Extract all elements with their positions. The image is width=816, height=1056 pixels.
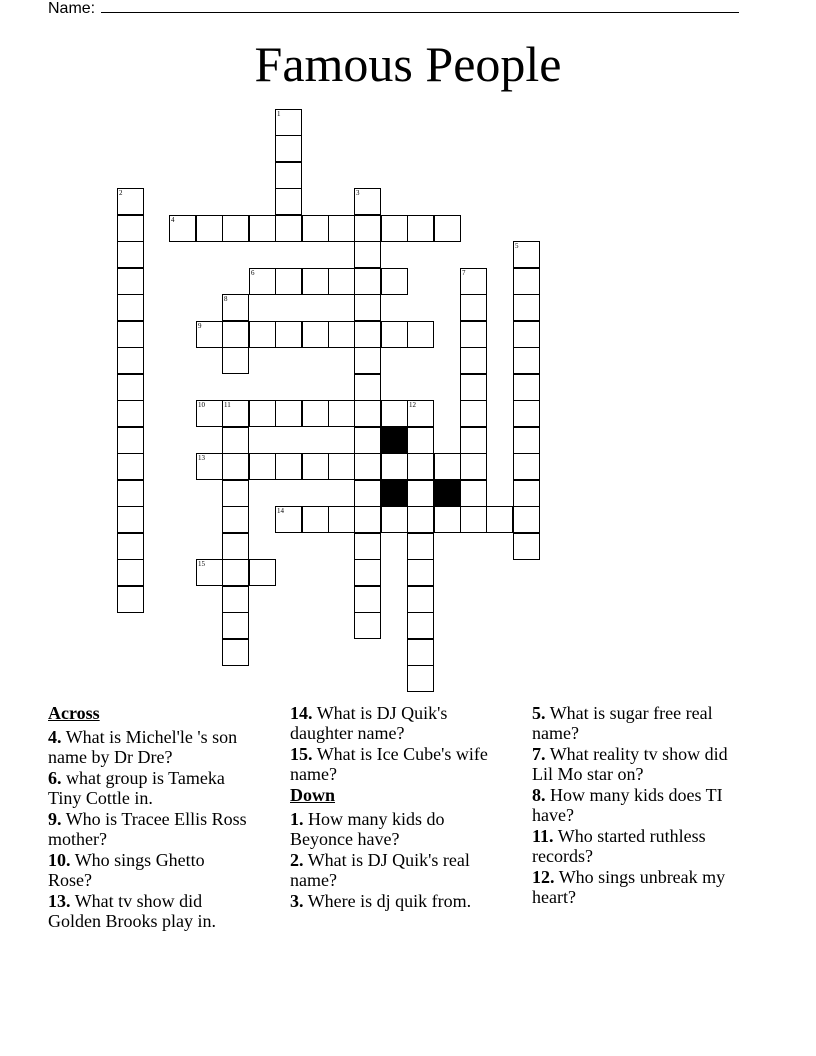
grid-cell[interactable] [222,612,249,639]
grid-cell[interactable] [328,321,355,348]
grid-cell[interactable] [196,321,223,348]
grid-cell[interactable] [460,268,487,295]
clue-text: What is Ice Cube's wife name? [290,744,488,784]
grid-cell[interactable] [513,294,540,321]
grid-cell[interactable] [222,453,249,480]
clue-number: 10 [198,401,205,409]
clue-num: 9. [48,809,62,829]
grid-cell[interactable] [354,268,381,295]
grid-cell[interactable] [407,215,434,242]
clue-number: 4 [171,216,175,224]
grid-cell[interactable] [354,347,381,374]
grid-cell[interactable] [222,347,249,374]
clue-text: Who sings Ghetto Rose? [48,850,205,890]
grid-cell[interactable] [222,480,249,507]
grid-cell[interactable] [117,480,144,507]
clue-num: 11. [532,826,554,846]
grid-cell[interactable] [275,135,302,162]
clue-number: 6 [251,269,255,277]
clue-number: 11 [224,401,231,409]
grid-cell[interactable] [513,400,540,427]
grid-cell[interactable] [513,347,540,374]
clue-number: 12 [409,401,416,409]
grid-cell[interactable] [513,453,540,480]
grid-cell[interactable] [117,268,144,295]
grid-cell[interactable] [407,612,434,639]
grid-cell[interactable] [354,533,381,560]
clue-text: Who is Tracee Ellis Ross mother? [48,809,247,849]
grid-cell[interactable] [222,533,249,560]
grid-cell[interactable] [275,215,302,242]
grid-cell[interactable] [222,294,249,321]
grid-cell[interactable] [222,586,249,613]
grid-cell[interactable] [222,559,249,586]
black-square [434,480,461,507]
grid-cell[interactable] [381,268,408,295]
grid-cell[interactable] [434,215,461,242]
clue-text: What is Michel'le 's son name by Dr Dre? [48,727,238,767]
grid-cell[interactable] [460,453,487,480]
grid-cell[interactable] [117,533,144,560]
grid-cell[interactable] [117,294,144,321]
grid-cell[interactable] [117,215,144,242]
grid-cell[interactable] [249,268,276,295]
grid-cell[interactable] [249,400,276,427]
black-square [381,427,408,454]
clue-text: What is sugar free real name? [532,703,713,743]
clue-num: 4. [48,727,62,747]
grid-cell[interactable] [117,506,144,533]
grid-cell[interactable] [117,586,144,613]
grid-cell[interactable] [434,453,461,480]
grid-cell[interactable] [117,241,144,268]
clue-number: 2 [119,189,123,197]
grid-cell[interactable] [513,374,540,401]
name-label: Name: [48,0,96,17]
grid-cell[interactable] [434,506,461,533]
grid-cell[interactable] [407,506,434,533]
grid-cell[interactable] [249,559,276,586]
clue-num: 12. [532,867,555,887]
grid-cell[interactable] [354,506,381,533]
grid-cell[interactable] [354,374,381,401]
grid-cell[interactable] [117,400,144,427]
grid-cell[interactable] [328,506,355,533]
black-square [381,480,408,507]
down-clue [532,703,737,743]
grid-cell[interactable] [222,400,249,427]
across-clue [290,744,495,784]
clue-column-2 [290,703,495,912]
grid-cell[interactable] [328,400,355,427]
grid-cell[interactable] [460,321,487,348]
grid-cell[interactable] [302,453,329,480]
grid-cell[interactable] [275,453,302,480]
clue-num: 10. [48,850,71,870]
grid-cell[interactable] [460,400,487,427]
grid-cell[interactable] [275,506,302,533]
clue-num: 5. [532,703,546,723]
across-clue [290,703,495,743]
grid-cell[interactable] [117,427,144,454]
clue-text: what group is Tameka Tiny Cottle in. [48,768,225,808]
across-clue [48,768,253,808]
grid-cell[interactable] [460,374,487,401]
grid-cell[interactable] [354,215,381,242]
clue-num: 3. [290,891,304,911]
grid-cell[interactable] [117,321,144,348]
grid-cell[interactable] [302,215,329,242]
grid-cell[interactable] [354,453,381,480]
grid-cell[interactable] [513,506,540,533]
clue-number: 5 [515,242,519,250]
grid-cell[interactable] [275,400,302,427]
grid-cell[interactable] [407,321,434,348]
clue-number: 13 [198,454,205,462]
across-clue [48,809,253,849]
grid-cell[interactable] [302,321,329,348]
grid-cell[interactable] [407,639,434,666]
grid-cell[interactable] [381,400,408,427]
clue-column-3 [532,703,737,908]
grid-cell[interactable] [381,321,408,348]
grid-cell[interactable] [354,188,381,215]
grid-cell[interactable] [354,612,381,639]
grid-cell[interactable] [117,347,144,374]
grid-cell[interactable] [328,453,355,480]
grid-cell[interactable] [407,559,434,586]
clue-text: What tv show did Golden Brooks play in. [48,891,216,931]
grid-cell[interactable] [354,241,381,268]
grid-cell[interactable] [196,215,223,242]
grid-cell[interactable] [117,374,144,401]
grid-cell[interactable] [302,400,329,427]
down-clue [532,826,737,866]
grid-cell[interactable] [222,506,249,533]
clue-num: 15. [290,744,313,764]
across-clue [48,891,253,931]
grid-cell[interactable] [354,586,381,613]
grid-cell[interactable] [460,347,487,374]
clue-column-1 [48,703,253,932]
across-heading: Across [48,703,100,723]
grid-cell[interactable] [354,400,381,427]
grid-cell[interactable] [460,294,487,321]
grid-cell[interactable] [354,480,381,507]
page-title: Famous People [254,36,562,92]
grid-cell[interactable] [407,533,434,560]
clue-text: What reality tv show did Lil Mo star on? [532,744,728,784]
grid-cell[interactable] [222,321,249,348]
clue-num: 8. [532,785,546,805]
down-clue [290,850,495,890]
clue-num: 6. [48,768,62,788]
clue-text: What is DJ Quik's daughter name? [290,703,448,743]
across-clue [48,850,253,890]
grid-cell[interactable] [249,321,276,348]
clue-num: 14. [290,703,313,723]
grid-cell[interactable] [460,480,487,507]
down-clue [532,867,737,907]
clue-text: What is DJ Quik's real name? [290,850,470,890]
grid-cell[interactable] [275,321,302,348]
clue-number: 3 [356,189,360,197]
grid-cell[interactable] [407,427,434,454]
down-clue [290,891,495,911]
clue-num: 1. [290,809,304,829]
grid-cell[interactable] [275,268,302,295]
clue-text: Who sings unbreak my heart? [532,867,726,907]
grid-cell[interactable] [354,294,381,321]
grid-cell[interactable] [302,506,329,533]
grid-cell[interactable] [513,480,540,507]
grid-cell[interactable] [275,109,302,136]
grid-cell[interactable] [302,268,329,295]
down-clue [532,744,737,784]
down-heading: Down [290,785,336,805]
clue-num: 13. [48,891,71,911]
clue-num: 7. [532,744,546,764]
grid-cell[interactable] [196,559,223,586]
clue-number: 8 [224,295,228,303]
grid-cell[interactable] [381,453,408,480]
down-clue [290,809,495,849]
clue-number: 9 [198,322,202,330]
grid-cell[interactable] [460,427,487,454]
grid-cell[interactable] [117,559,144,586]
grid-cell[interactable] [222,427,249,454]
grid-cell[interactable] [354,559,381,586]
grid-cell[interactable] [196,453,223,480]
grid-cell[interactable] [407,400,434,427]
grid-cell[interactable] [196,400,223,427]
grid-cell[interactable] [169,215,196,242]
grid-cell[interactable] [407,586,434,613]
grid-cell[interactable] [513,427,540,454]
grid-cell[interactable] [222,215,249,242]
grid-cell[interactable] [275,188,302,215]
grid-cell[interactable] [222,639,249,666]
grid-cell[interactable] [486,506,513,533]
grid-cell[interactable] [407,665,434,692]
grid-cell[interactable] [328,268,355,295]
grid-cell[interactable] [513,268,540,295]
down-clue [532,785,737,825]
grid-cell[interactable] [407,480,434,507]
grid-cell[interactable] [117,188,144,215]
grid-cell[interactable] [460,506,487,533]
clue-number: 14 [277,507,284,515]
grid-cell[interactable] [407,453,434,480]
grid-cell[interactable] [513,533,540,560]
grid-cell[interactable] [328,215,355,242]
clue-text: Where is dj quik from. [307,891,472,911]
clue-text: How many kids does TI have? [532,785,723,825]
grid-cell[interactable] [275,162,302,189]
grid-cell[interactable] [117,453,144,480]
clue-number: 7 [462,269,466,277]
clue-text: Who started ruthless records? [532,826,706,866]
across-clue [48,727,253,767]
grid-cell[interactable] [381,506,408,533]
grid-cell[interactable] [354,427,381,454]
clue-num: 2. [290,850,304,870]
clue-number: 1 [277,110,281,118]
grid-cell[interactable] [354,321,381,348]
clue-text: How many kids do Beyonce have? [290,809,445,849]
clue-number: 15 [198,560,205,568]
grid-cell[interactable] [249,453,276,480]
grid-cell[interactable] [513,321,540,348]
grid-cell[interactable] [381,215,408,242]
grid-cell[interactable] [249,215,276,242]
grid-cell[interactable] [513,241,540,268]
